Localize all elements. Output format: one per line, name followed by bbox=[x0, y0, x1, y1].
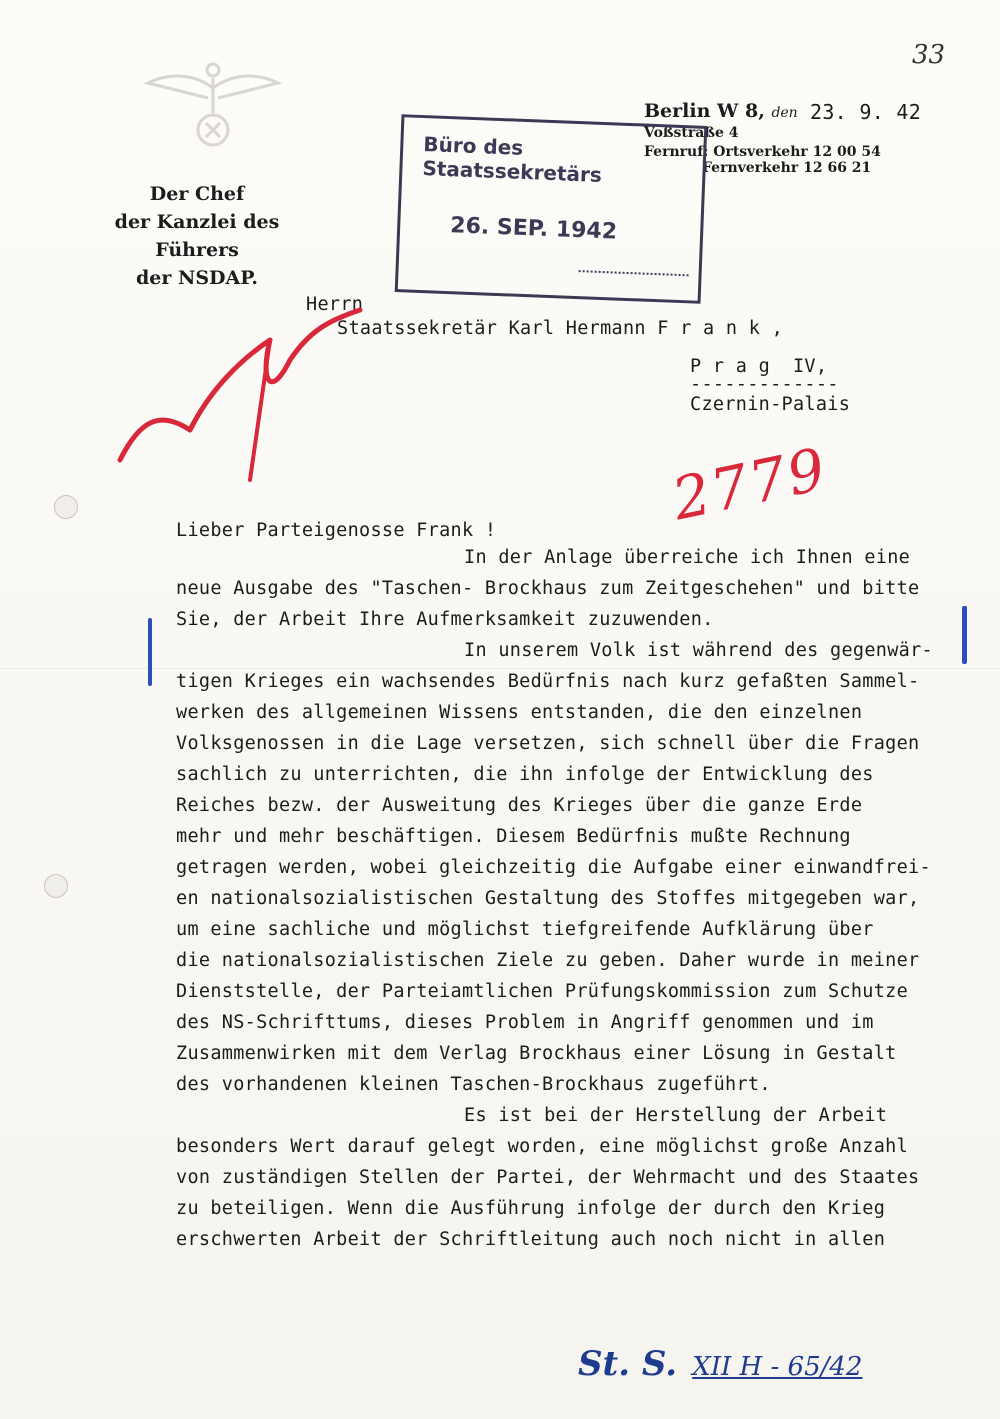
street-address: Voßstraße 4 bbox=[644, 125, 739, 141]
page-number: 33 bbox=[912, 40, 946, 70]
body-line: tigen Krieges ein wachsendes Bedürfnis nach kurz gefaßten Sammel- bbox=[176, 671, 920, 692]
body-line: In unserem Volk ist während des gegenwär- bbox=[464, 640, 933, 661]
den-label: den bbox=[771, 105, 798, 121]
body-line: werken des allgemeinen Wissens entstanden, die den einzelnen bbox=[176, 702, 863, 723]
body-line: besonders Wert darauf gelegt worden, eine möglichst große Anzahl bbox=[176, 1136, 909, 1157]
stamp-date: 26. SEP. 1942 bbox=[449, 213, 618, 245]
body-line: en nationalsozialistischen Gestaltung des Stoffes mitgegeben war, bbox=[176, 888, 920, 909]
sender-line: Der Chef bbox=[149, 183, 245, 205]
place-text: Berlin W 8, bbox=[644, 100, 765, 122]
body-line: sachlich zu unterrichten, die ihn infolge der Entwicklung des bbox=[176, 764, 874, 785]
filing-number: XII H - 65/42 bbox=[692, 1352, 863, 1382]
body-line: Es ist bei der Herstellung der Arbeit bbox=[464, 1105, 888, 1126]
letter-date: 23. 9. 42 bbox=[810, 100, 922, 124]
sender-line: der Kanzlei des Führers bbox=[114, 211, 280, 261]
letterhead-place bbox=[644, 100, 798, 122]
blue-margin-mark-left bbox=[148, 618, 152, 686]
body-line: getragen werden, wobei gleichzeitig die Aufgabe einer einwandfrei- bbox=[176, 857, 931, 878]
body-line: Dienststelle, der Parteiamtlichen Prüfungskommission zum Schutze bbox=[176, 981, 909, 1002]
letter-greeting: Lieber Parteigenosse Frank ! bbox=[176, 520, 497, 541]
body-line: von zuständigen Stellen der Partei, der Wehrmacht und des Staates bbox=[176, 1167, 920, 1188]
recipient-underline: ------------- bbox=[690, 374, 839, 395]
stamp-office: Büro des Staatssekretärs bbox=[422, 132, 603, 187]
body-line: des vorhandenen kleinen Taschen-Brockhaus zugeführt. bbox=[176, 1074, 771, 1095]
body-line: zu beteiligen. Wenn die Ausführung infolge der durch den Krieg bbox=[176, 1198, 886, 1219]
recipient-name: Staatssekretär Karl Hermann F r a n k , bbox=[337, 318, 784, 339]
phone-long: Fernverkehr 12 66 21 bbox=[702, 160, 872, 176]
body-line: Zusammenwirken mit dem Verlag Brockhaus einer Lösung in Gestalt bbox=[176, 1043, 897, 1064]
body-line: die nationalsozialistischen Ziele zu geben. Daher wurde in meiner bbox=[176, 950, 920, 971]
body-line: erschwerten Arbeit der Schriftleitung auch noch nicht in allen bbox=[176, 1229, 886, 1250]
body-line: Sie, der Arbeit Ihre Aufmerksamkeit zuzuwenden. bbox=[176, 609, 714, 630]
sender-line: der NSDAP. bbox=[135, 267, 259, 289]
filing-prefix: St. S. bbox=[578, 1344, 678, 1384]
recipient-salutation: Herrn bbox=[306, 294, 364, 315]
body-line: um eine sachliche und möglichst tiefgreifende Aufklärung über bbox=[176, 919, 874, 940]
recipient-city: P r a g IV, bbox=[690, 356, 828, 377]
blue-margin-mark-right bbox=[962, 606, 967, 664]
stamp-signature-line bbox=[579, 270, 689, 276]
body-line: In der Anlage überreiche ich Ihnen eine bbox=[464, 547, 911, 568]
body-line: Volksgenossen in die Lage versetzen, sich schnell über die Fragen bbox=[176, 733, 920, 754]
sender-block bbox=[72, 180, 322, 292]
body-line: Reiches bezw. der Ausweitung des Krieges über die ganze Erde bbox=[176, 795, 863, 816]
body-line: mehr und mehr beschäftigen. Diesem Bedürfnis mußte Rechnung bbox=[176, 826, 851, 847]
eagle-emblem-icon bbox=[138, 58, 288, 158]
recipient-building: Czernin-Palais bbox=[690, 394, 851, 415]
received-stamp bbox=[395, 114, 708, 304]
red-handwritten-number: 2779 bbox=[666, 434, 833, 534]
filing-reference bbox=[578, 1344, 862, 1384]
red-pencil-scribble bbox=[100, 300, 420, 500]
phone-local: Fernruf: Ortsverkehr 12 00 54 bbox=[644, 144, 881, 160]
punch-hole-bottom bbox=[44, 874, 68, 898]
punch-hole-top bbox=[54, 495, 78, 519]
body-line: des NS-Schrifttums, dieses Problem in Angriff genommen und im bbox=[176, 1012, 874, 1033]
body-line: neue Ausgabe des "Taschen- Brockhaus zum Zeitgeschehen" und bitte bbox=[176, 578, 920, 599]
